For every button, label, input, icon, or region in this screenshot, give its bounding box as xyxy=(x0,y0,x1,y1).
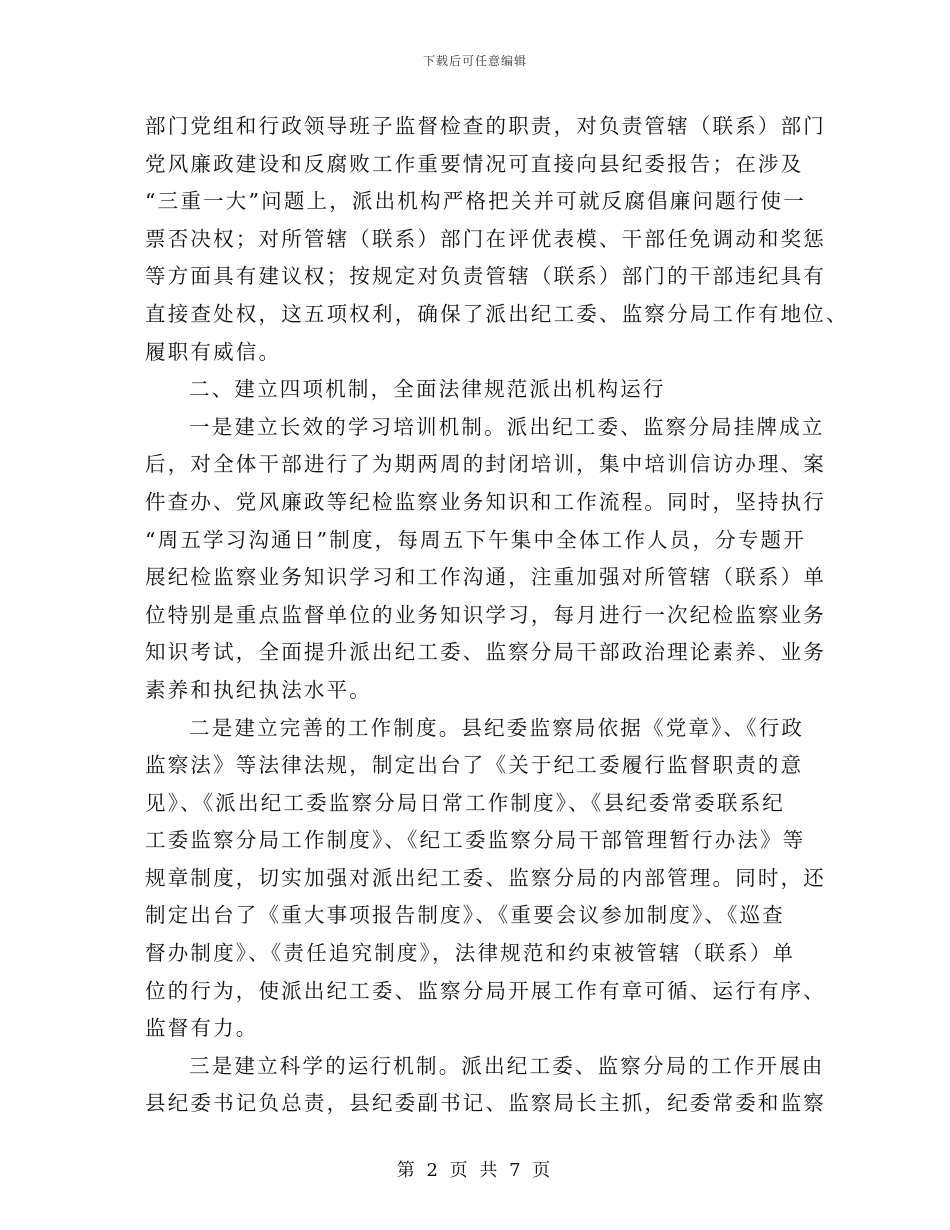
text-line: 规章制度，切实加强对派出纪工委、监察分局的内部管理。同时，还 xyxy=(145,865,826,890)
text-line: 履职有威信。 xyxy=(145,339,282,364)
text-line: 直接查处权，这五项权利，确保了派出纪工委、监察分局工作有地位、 xyxy=(145,301,849,326)
text-line: 素养和执纪执法水平。 xyxy=(145,677,372,702)
text-line: “三重一大”问题上，派出机构严格把关并可就反腐倡廉问题行使一 xyxy=(145,189,806,214)
text-line: 位特别是重点监督单位的业务知识学习，每月进行一次纪检监察业务 xyxy=(145,602,826,627)
text-line: 知识考试，全面提升派出纪工委、监察分局干部政治理论素养、业务 xyxy=(145,640,826,665)
text-line: 票否决权；对所管辖（联系）部门在评优表模、干部任免调动和奖惩 xyxy=(145,226,826,251)
text-line: 监察法》等法律法规，制定出台了《关于纪工委履行监督职责的意 xyxy=(145,753,804,778)
text-line: 展纪检监察业务知识学习和工作沟通，注重加强对所管辖（联系）单 xyxy=(145,565,826,590)
section-heading: 二、建立四项机制，全面法律规范派出机构运行 xyxy=(189,377,666,402)
text-line: 等方面具有建议权；按规定对负责管辖（联系）部门的干部违纪具有 xyxy=(145,264,826,289)
text-line: 工委监察分局工作制度》、《纪工委监察分局干部管理暂行办法》等 xyxy=(145,828,806,853)
text-line: 督办制度》、《责任追究制度》，法律规范和约束被管辖（联系）单 xyxy=(145,941,796,966)
text-line: 一是建立长效的学习培训机制。派出纪工委、监察分局挂牌成立 xyxy=(189,414,825,439)
text-line: 位的行为，使派出纪工委、监察分局开展工作有章可循、运行有序、 xyxy=(145,978,826,1003)
page-header: 下载后可任意编辑 xyxy=(422,54,527,68)
text-line: 三是建立科学的运行机制。派出纪工委、监察分局的工作开展由 xyxy=(189,1053,825,1078)
text-line: “周五学习沟通日”制度，每周五下午集中全体工作人员，分专题开 xyxy=(145,527,806,552)
text-line: 部门党组和行政领导班子监督检查的职责，对负责管辖（联系）部门 xyxy=(145,114,826,138)
text-line: 后，对全体干部进行了为期两周的封闭培训，集中培训信访办理、案 xyxy=(145,452,826,477)
text-line: 监督有力。 xyxy=(145,1016,259,1041)
text-line: 件查办、党风廉政等纪检监察业务知识和工作流程。同时，坚持执行 xyxy=(145,489,826,514)
page-number: 第 2 页 共 7 页 xyxy=(396,1160,554,1181)
text-line: 县纪委书记负总责，县纪委副书记、监察局长主抓，纪委常委和监察 xyxy=(145,1091,826,1116)
text-line: 见》、《派出纪工委监察分局日常工作制度》、《县纪委常委联系纪 xyxy=(145,790,785,815)
text-line: 二是建立完善的工作制度。县纪委监察局依据《党章》、《行政 xyxy=(189,715,805,740)
body-text xyxy=(145,108,849,1123)
text-line: 制定出台了《重大事项报告制度》、《重要会议参加制度》、《巡查 xyxy=(145,903,785,928)
text-line: 党风廉政建设和反腐败工作重要情况可直接向县纪委报告；在涉及 xyxy=(145,151,804,176)
